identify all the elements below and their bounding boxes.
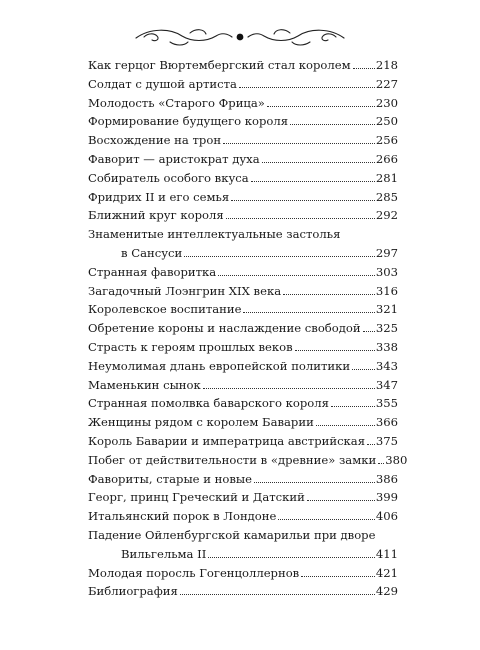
toc-entry: [88, 488, 398, 507]
toc-entry-page: 406: [375, 509, 398, 524]
dot-leader: [295, 350, 375, 351]
toc-entry: [88, 357, 398, 376]
toc-entry: [88, 432, 398, 451]
toc-entry-page: 386: [375, 471, 398, 486]
toc-entry: [88, 169, 398, 188]
toc-entry-line1: [88, 225, 398, 244]
toc-entry-title: Солдат с душой артиста: [88, 76, 237, 91]
toc-entry: [88, 188, 398, 207]
toc-entry-title: Загадочный Лоэнгрин XIX века: [88, 283, 282, 298]
toc-entry: [88, 319, 398, 338]
toc-entry-page: 266: [375, 151, 398, 166]
toc-entry-line2: [88, 244, 398, 263]
dot-leader: [367, 444, 375, 445]
toc-entry-page: 321: [375, 302, 398, 317]
toc-entry-page: 256: [375, 133, 398, 148]
toc-entry-page: 218: [375, 58, 398, 72]
toc-entry-title-continued: Вильгельма II: [121, 546, 207, 561]
dot-leader: [316, 425, 375, 426]
toc-entry-title: Фавориты, старые и новые: [88, 471, 252, 486]
toc-entry-page: 316: [375, 283, 398, 298]
dot-leader: [184, 256, 375, 257]
toc-entry-page: 366: [375, 415, 398, 430]
toc-entry-page: 285: [375, 189, 398, 204]
toc-entry-title: Восхождение на трон: [88, 133, 222, 148]
toc-entry-title: Ближний круг короля: [88, 208, 224, 223]
dot-leader: [363, 331, 375, 332]
toc-entry-page: 343: [375, 358, 398, 373]
dot-leader: [378, 463, 384, 464]
toc-entry-page: 355: [375, 396, 398, 411]
toc-entry-title: Странная фаворитка: [88, 264, 217, 279]
toc-entry: [88, 394, 398, 413]
toc-entry-line1: [88, 526, 398, 545]
toc-entry-page: 230: [375, 95, 398, 110]
toc-entry-title: Фридрих II и его семья: [88, 189, 230, 204]
dot-leader: [180, 594, 375, 595]
toc-entry-title: Как герцог Вюртембергский стал королем: [88, 58, 351, 72]
toc-entry-title: Итальянский порок в Лондоне: [88, 509, 277, 524]
toc-entry-page: 399: [375, 490, 398, 505]
dot-leader: [223, 143, 375, 144]
dot-leader: [267, 106, 375, 107]
toc-entry: [88, 582, 398, 601]
toc-entry: [88, 206, 398, 225]
toc-entry: [88, 75, 398, 94]
toc-entry-page: 292: [375, 208, 398, 223]
toc-entry-page: 380: [385, 452, 408, 467]
dot-leader: [254, 482, 375, 483]
toc-entry: [88, 263, 398, 282]
dot-leader: [243, 312, 374, 313]
dot-leader: [251, 181, 375, 182]
dot-leader: [283, 294, 375, 295]
toc-entry: [88, 282, 398, 301]
toc-entry-title: Молодость «Старого Фрица»: [88, 95, 265, 110]
dot-leader: [239, 87, 375, 88]
dot-leader: [203, 388, 375, 389]
toc-entry-title: Король Баварии и императрица австрийская: [88, 433, 366, 448]
toc-entry-page: 227: [375, 76, 398, 91]
toc-entry-page: 375: [375, 433, 398, 448]
toc-entry-title: Побег от действительности в «древние» замки: [88, 452, 377, 467]
toc-entry-title: Молодая поросль Гогенцоллернов: [88, 565, 300, 580]
dot-leader: [231, 200, 375, 201]
dot-leader: [307, 500, 375, 501]
toc-entry: [88, 112, 398, 131]
dot-leader: [208, 557, 375, 558]
toc-entry-page: 297: [375, 245, 398, 260]
toc-entry-line2: [88, 545, 398, 564]
toc-entry-title: Женщины рядом с королем Баварии: [88, 415, 314, 430]
toc-entry: [88, 470, 398, 489]
toc-entry: [88, 150, 398, 169]
toc-entry-page: 303: [375, 264, 398, 279]
toc-entry: [88, 413, 398, 432]
toc-entry-page: 281: [375, 170, 398, 185]
toc-entry: [88, 564, 398, 583]
dot-leader: [353, 68, 375, 69]
toc-entry: [88, 451, 408, 470]
toc-entry-title: Страсть к героям прошлых веков: [88, 339, 293, 354]
toc-entry-title: Обретение короны и наслаждение свободой: [88, 321, 361, 336]
toc-entry-page: 429: [375, 584, 398, 599]
dot-leader: [226, 218, 375, 219]
toc-entry-page: 338: [375, 339, 398, 354]
toc-entry: [88, 376, 398, 395]
table-of-contents: [88, 56, 408, 601]
toc-entry-title: Знаменитые интеллектуальные застолья: [88, 227, 341, 242]
toc-entry-title: Библиография: [88, 584, 178, 599]
dot-leader: [301, 576, 375, 577]
decorative-header-ornament: [130, 22, 350, 52]
toc-entry-title: Формирование будущего короля: [88, 114, 289, 129]
toc-entry-title: Георг, принц Греческий и Датский: [88, 490, 305, 505]
toc-entry-title: Собиратель особого вкуса: [88, 170, 249, 185]
toc-entry: [88, 56, 398, 75]
toc-entry-page: 325: [375, 321, 398, 336]
toc-entry-title: Фаворит — аристократ духа: [88, 151, 260, 166]
dot-leader: [218, 275, 375, 276]
dot-leader: [352, 369, 375, 370]
toc-entry: [88, 507, 398, 526]
toc-entry: [88, 300, 398, 319]
toc-entry: [88, 94, 398, 113]
toc-entry-page: 347: [375, 377, 398, 392]
toc-entry-title: Маменькин сынок: [88, 377, 201, 392]
toc-entry-title: Королевское воспитание: [88, 302, 242, 317]
toc-entry-page: 421: [375, 565, 398, 580]
dot-leader: [331, 406, 375, 407]
dot-leader: [278, 519, 374, 520]
dot-leader: [290, 124, 375, 125]
toc-entry-title-continued: в Сансуси: [121, 245, 183, 260]
dot-leader: [262, 162, 375, 163]
toc-entry-page: 250: [375, 114, 398, 129]
toc-entry: [88, 338, 398, 357]
toc-entry-title: Неумолимая длань европейской политики: [88, 358, 351, 373]
toc-entry: [88, 131, 398, 150]
toc-entry-title: Странная помолвка баварского короля: [88, 396, 329, 411]
toc-entry-page: 411: [375, 546, 398, 561]
toc-entry-title: Падение Ойленбургской камарильи при дворе: [88, 527, 376, 542]
